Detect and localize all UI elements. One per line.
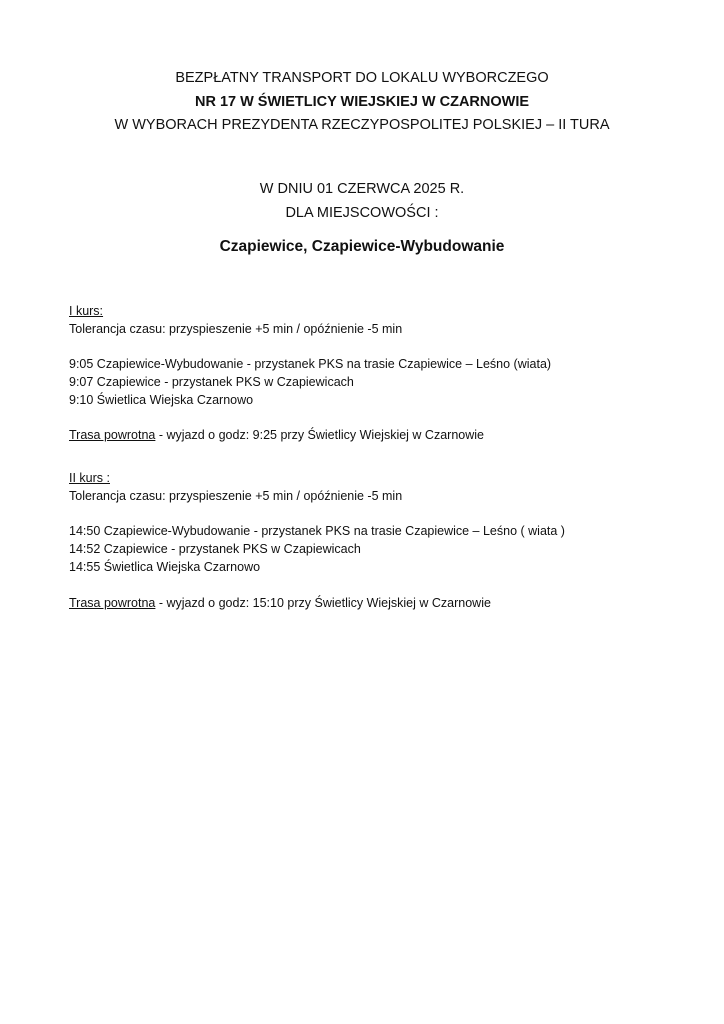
for-locations-line: DLA MIEJSCOWOŚCI : [285,205,439,221]
return-route-label: Trasa powrotna [69,596,156,610]
course-2-title: II kurs : [69,471,110,485]
return-route-label: Trasa powrotna [69,428,156,442]
date-line: W DNIU 01 CZERWCA 2025 R. [259,181,465,197]
course-1-stop-3: 9:10 Świetlica Wiejska Czarnowo [69,393,254,407]
course-2-tolerance: Tolerancja czasu: przyspieszenie +5 min / opóźnienie -5 min [69,489,403,503]
locations-title: Czapiewice, Czapiewice-Wybudowanie [219,238,505,255]
course-2-stop-2: 14:52 Czapiewice - przystanek PKS w Czapiewicach [69,542,361,556]
course-1-title: I kurs: [69,304,104,318]
course-1-tolerance: Tolerancja czasu: przyspieszenie +5 min / opóźnienie -5 min [69,322,403,336]
return-route-text: - wyjazd o godz: 9:25 przy Świetlicy Wiejskiej w Czarnowie [155,428,484,442]
course-2-return [69,596,491,610]
return-route-text: - wyjazd o godz: 15:10 przy Świetlicy Wiejskiej w Czarnowie [155,596,491,610]
course-2-stop-1: 14:50 Czapiewice-Wybudowanie - przystanek PKS na trasie Czapiewice – Leśno ( wiata ) [69,524,565,538]
course-2-stop-3: 14:55 Świetlica Wiejska Czarnowo [69,560,261,574]
course-1-stop-1: 9:05 Czapiewice-Wybudowanie - przystanek PKS na trasie Czapiewice – Leśno (wiata) [69,357,552,371]
course-1-return [69,428,484,442]
header-line-3: W WYBORACH PREZYDENTA RZECZYPOSPOLITEJ POLSKIEJ – II TURA [114,117,610,133]
course-1-stop-2: 9:07 Czapiewice - przystanek PKS w Czapiewicach [69,375,354,389]
header-line-1: BEZPŁATNY TRANSPORT DO LOKALU WYBORCZEGO [175,70,549,86]
header-line-2: NR 17 W ŚWIETLICY WIEJSKIEJ W CZARNOWIE [194,94,530,110]
